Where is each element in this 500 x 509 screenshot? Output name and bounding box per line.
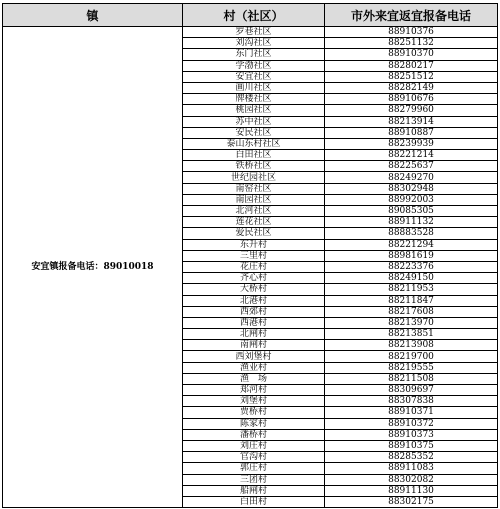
village-name-cell: 陈家村 — [183, 418, 325, 429]
phone-cell: 88911083 — [325, 463, 498, 474]
village-name-cell: 潘桥村 — [183, 429, 325, 440]
village-name-cell: 花庄村 — [183, 261, 325, 272]
village-name-cell: 刘庄村 — [183, 440, 325, 451]
village-name-cell: 船闸村 — [183, 485, 325, 496]
phone-cell: 88279960 — [325, 105, 498, 116]
village-name-cell: 南窑社区 — [183, 183, 325, 194]
phone-cell: 88280217 — [325, 60, 498, 71]
table-row — [3, 27, 498, 38]
village-name-cell: 郭庄村 — [183, 463, 325, 474]
village-name-cell: 白田村 — [183, 496, 325, 507]
phone-cell: 88219555 — [325, 362, 498, 373]
town-cell: 安宜镇报备电话：89010018 — [3, 27, 183, 508]
phone-cell: 88302948 — [325, 183, 498, 194]
phone-cell: 88213908 — [325, 340, 498, 351]
village-name-cell: 三里村 — [183, 250, 325, 261]
village-name-cell: 刘沟社区 — [183, 38, 325, 49]
village-name-cell: 东门社区 — [183, 49, 325, 60]
report-phone-table — [2, 3, 498, 508]
village-name-cell: 三团村 — [183, 474, 325, 485]
phone-cell: 88992003 — [325, 194, 498, 205]
phone-cell: 88223376 — [325, 261, 498, 272]
header-town: 镇 — [3, 4, 183, 27]
phone-cell: 88221294 — [325, 239, 498, 250]
header-village: 村（社区） — [183, 4, 325, 27]
phone-cell: 88910676 — [325, 94, 498, 105]
village-name-cell: 贾桥村 — [183, 407, 325, 418]
village-name-cell: 北港村 — [183, 295, 325, 306]
phone-cell: 88883528 — [325, 228, 498, 239]
village-name-cell: 郑河村 — [183, 385, 325, 396]
village-name-cell: 罗巷社区 — [183, 27, 325, 38]
village-name-cell: 南闸村 — [183, 340, 325, 351]
phone-cell: 88221214 — [325, 150, 498, 161]
village-name-cell: 刘堡村 — [183, 396, 325, 407]
village-name-cell: 官沟村 — [183, 452, 325, 463]
phone-cell: 88309697 — [325, 385, 498, 396]
phone-cell: 88211953 — [325, 284, 498, 295]
village-name-cell: 东升村 — [183, 239, 325, 250]
village-name-cell: 世纪园社区 — [183, 172, 325, 183]
village-name-cell: 铁桥社区 — [183, 161, 325, 172]
phone-cell: 88213914 — [325, 116, 498, 127]
village-name-cell: 画川社区 — [183, 82, 325, 93]
village-name-cell: 泰山东村社区 — [183, 138, 325, 149]
header-phone: 市外来宜返宜报备电话 — [325, 4, 498, 27]
phone-cell: 88910887 — [325, 127, 498, 138]
phone-cell: 88302175 — [325, 496, 498, 507]
phone-cell: 88225637 — [325, 161, 498, 172]
phone-cell: 88285352 — [325, 452, 498, 463]
village-name-cell: 安宜社区 — [183, 71, 325, 82]
phone-cell: 88911130 — [325, 485, 498, 496]
village-name-cell: 爱民社区 — [183, 228, 325, 239]
table-header-row — [3, 4, 498, 27]
village-name-cell: 苏中社区 — [183, 116, 325, 127]
phone-cell: 88213851 — [325, 329, 498, 340]
village-name-cell: 渔业村 — [183, 362, 325, 373]
phone-cell: 88307838 — [325, 396, 498, 407]
village-name-cell: 北闸村 — [183, 329, 325, 340]
phone-cell: 88213970 — [325, 317, 498, 328]
village-name-cell: 莲花社区 — [183, 217, 325, 228]
phone-cell: 88981619 — [325, 250, 498, 261]
phone-cell: 88911132 — [325, 217, 498, 228]
village-name-cell: 学渤社区 — [183, 60, 325, 71]
phone-cell: 88239939 — [325, 138, 498, 149]
village-name-cell: 桃园社区 — [183, 105, 325, 116]
phone-cell: 89085305 — [325, 206, 498, 217]
phone-cell: 88910375 — [325, 440, 498, 451]
village-name-cell: 大桥村 — [183, 284, 325, 295]
phone-cell: 88910376 — [325, 27, 498, 38]
phone-cell: 88910372 — [325, 418, 498, 429]
phone-cell: 88910370 — [325, 49, 498, 60]
phone-cell: 88211847 — [325, 295, 498, 306]
village-name-cell: 白田社区 — [183, 150, 325, 161]
village-name-cell: 齐心村 — [183, 273, 325, 284]
phone-cell: 88302082 — [325, 474, 498, 485]
phone-cell: 88217608 — [325, 306, 498, 317]
village-name-cell: 西港村 — [183, 317, 325, 328]
village-name-cell: 安民社区 — [183, 127, 325, 138]
village-name-cell: 牌楼社区 — [183, 94, 325, 105]
phone-cell: 88249150 — [325, 273, 498, 284]
phone-cell: 88249270 — [325, 172, 498, 183]
table-body — [3, 27, 498, 508]
village-name-cell: 南园社区 — [183, 194, 325, 205]
village-name-cell: 渔 场 — [183, 373, 325, 384]
phone-cell: 88251512 — [325, 71, 498, 82]
phone-cell: 88910373 — [325, 429, 498, 440]
phone-cell: 88219700 — [325, 351, 498, 362]
phone-cell: 88211508 — [325, 373, 498, 384]
phone-cell: 88282149 — [325, 82, 498, 93]
village-name-cell: 西郊村 — [183, 306, 325, 317]
phone-cell: 88251132 — [325, 38, 498, 49]
phone-cell: 88910371 — [325, 407, 498, 418]
village-name-cell: 北河社区 — [183, 206, 325, 217]
village-name-cell: 西刘堡村 — [183, 351, 325, 362]
